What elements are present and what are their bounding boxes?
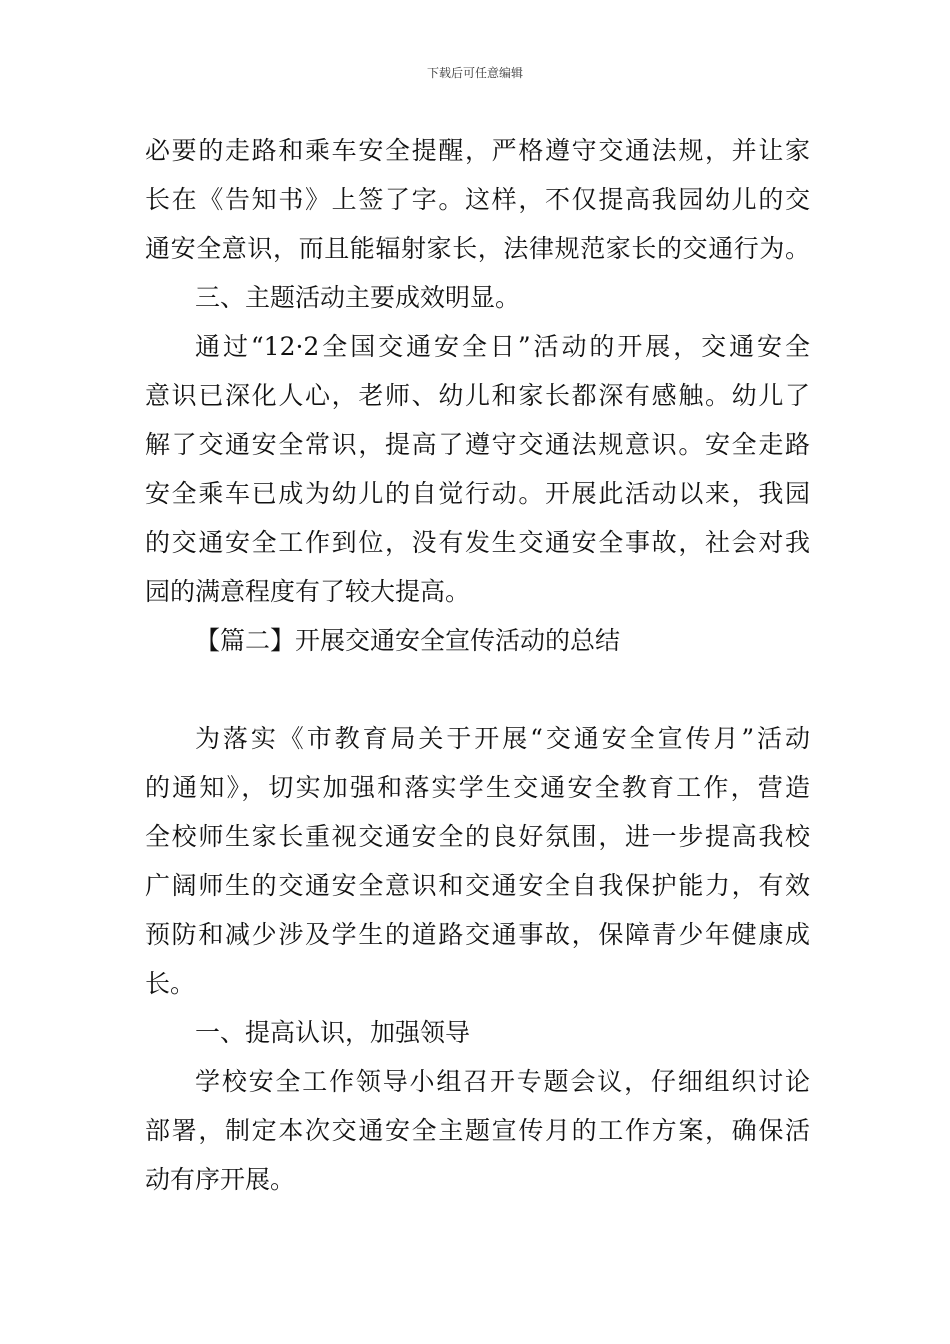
paragraph-line: 为落实《市教育局关于开展“交通安全宣传月”活动 <box>195 724 810 753</box>
paragraph-line: 学校安全工作领导小组召开专题会议，仔细组织讨论 <box>195 1067 810 1096</box>
paragraph-line: 长。 <box>145 969 196 998</box>
blank-line <box>145 665 810 714</box>
paragraph-line: 通安全意识，而且能辐射家长，法律规范家长的交通行为。 <box>145 234 810 263</box>
paragraph-line: 园的满意程度有了较大提高。 <box>145 577 471 606</box>
paragraph-line: 长在《告知书》上签了字。这样，不仅提高我园幼儿的交 <box>145 185 810 214</box>
article-title: 【篇二】开展交通安全宣传活动的总结 <box>195 626 621 655</box>
paragraph-line: 通过“12·2全国交通安全日”活动的开展，交通安全 <box>195 332 810 361</box>
paragraph-line: 广阔师生的交通安全意识和交通安全自我保护能力，有效 <box>145 871 810 900</box>
paragraph-line: 解了交通安全常识，提高了遵守交通法规意识。安全走路 <box>145 430 810 459</box>
paragraph-line: 的通知》，切实加强和落实学生交通安全教育工作，营造 <box>145 773 810 802</box>
paragraph-line: 全校师生家长重视交通安全的良好氛围，进一步提高我校 <box>145 822 810 851</box>
section-heading: 三、主题活动主要成效明显。 <box>195 283 521 312</box>
paragraph-line: 安全乘车已成为幼儿的自觉行动。开展此活动以来，我园 <box>145 479 810 508</box>
paragraph-line: 必要的走路和乘车安全提醒，严格遵守交通法规，并让家 <box>145 136 810 165</box>
document-body <box>145 126 810 1204</box>
paragraph-line: 部署，制定本次交通安全主题宣传月的工作方案，确保活 <box>145 1116 810 1145</box>
paragraph-line: 动有序开展。 <box>145 1165 296 1194</box>
section-heading: 一、提高认识，加强领导 <box>195 1018 471 1047</box>
paragraph-line: 意识已深化人心，老师、幼儿和家长都深有感触。幼儿了 <box>145 381 810 410</box>
page-header: 下载后可任意编辑 <box>426 66 523 80</box>
paragraph-line: 预防和减少涉及学生的道路交通事故，保障青少年健康成 <box>145 920 810 949</box>
paragraph-line: 的交通安全工作到位，没有发生交通安全事故，社会对我 <box>145 528 810 557</box>
